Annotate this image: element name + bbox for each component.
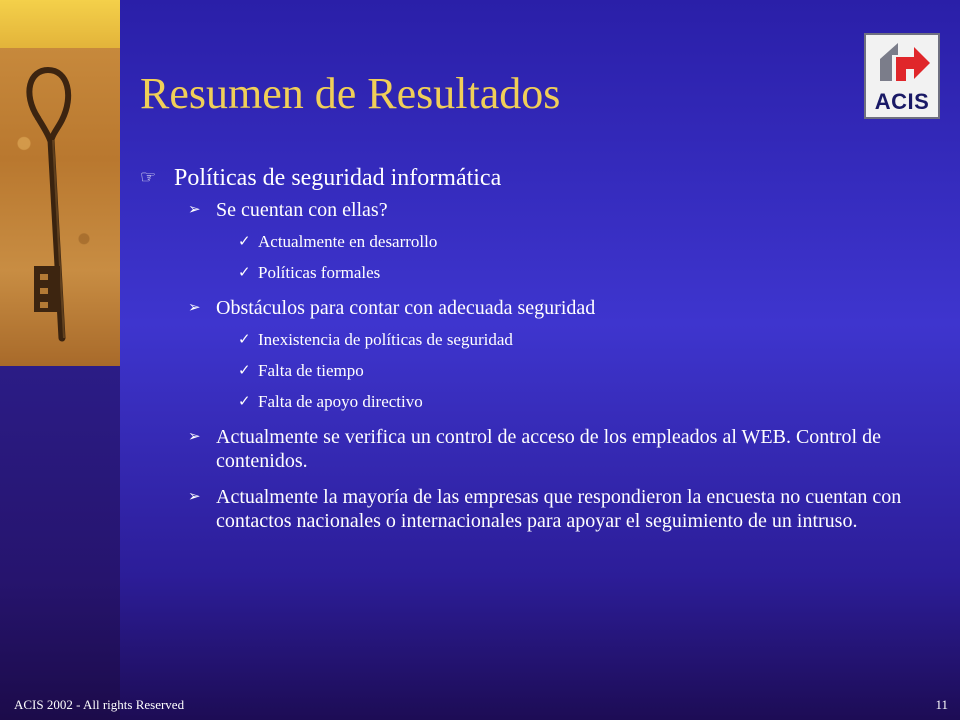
gold-strip bbox=[0, 0, 120, 48]
acis-logo bbox=[864, 33, 940, 119]
checkmark-icon: ✓ bbox=[238, 394, 251, 410]
pointing-hand-icon: ☞ bbox=[140, 167, 157, 187]
bullet-tiempo bbox=[140, 360, 920, 382]
footer-copyright: ACIS 2002 - All rights Reserved bbox=[14, 697, 185, 712]
key-photo-panel bbox=[0, 0, 120, 720]
bullet-text: Obstáculos para contar con adecuada seguridad bbox=[216, 297, 596, 319]
arrowhead-icon: ➢ bbox=[188, 429, 201, 445]
checkmark-icon: ✓ bbox=[238, 265, 251, 281]
bullet-formales bbox=[140, 262, 920, 284]
bullet-politicas bbox=[140, 165, 920, 192]
bullet-inexistencia bbox=[140, 329, 920, 351]
bullet-control bbox=[140, 425, 920, 473]
bullet-text: Se cuentan con ellas? bbox=[216, 199, 388, 221]
bullet-text: Actualmente en desarrollo bbox=[258, 232, 438, 251]
bullet-text: Falta de tiempo bbox=[258, 361, 364, 380]
bullet-desarrollo bbox=[140, 231, 920, 253]
bullet-text: Políticas de seguridad informática bbox=[174, 165, 502, 191]
checkmark-icon: ✓ bbox=[238, 363, 251, 379]
arrowhead-icon: ➢ bbox=[188, 202, 201, 218]
bullet-cuentan bbox=[140, 198, 920, 222]
photo-shadow bbox=[0, 366, 120, 720]
bullet-obstaculos bbox=[140, 296, 920, 320]
bullet-text: Actualmente se verifica un control de acceso de los empleados al WEB. Control de contenidos. bbox=[216, 426, 881, 472]
slide-title: Resumen de Resultados bbox=[140, 69, 561, 118]
checkmark-icon: ✓ bbox=[238, 332, 251, 348]
page-number: 11 bbox=[935, 697, 948, 712]
bullet-text: Falta de apoyo directivo bbox=[258, 392, 423, 411]
arrowhead-icon: ➢ bbox=[188, 300, 201, 316]
arrowhead-icon: ➢ bbox=[188, 489, 201, 505]
logo-text: ACIS bbox=[874, 89, 930, 114]
bullet-list bbox=[140, 165, 920, 533]
bullet-mayoria bbox=[140, 485, 920, 533]
bullet-text: Actualmente la mayoría de las empresas que respondieron la encuesta no cuentan con contactos nacionales o internacionales para apoyar el seguimiento de un intruso. bbox=[216, 486, 902, 532]
key-icon bbox=[0, 48, 120, 366]
checkmark-icon: ✓ bbox=[238, 234, 251, 250]
bullet-text: Inexistencia de políticas de seguridad bbox=[258, 330, 513, 349]
bullet-text: Políticas formales bbox=[258, 263, 381, 282]
bullet-apoyo bbox=[140, 391, 920, 413]
